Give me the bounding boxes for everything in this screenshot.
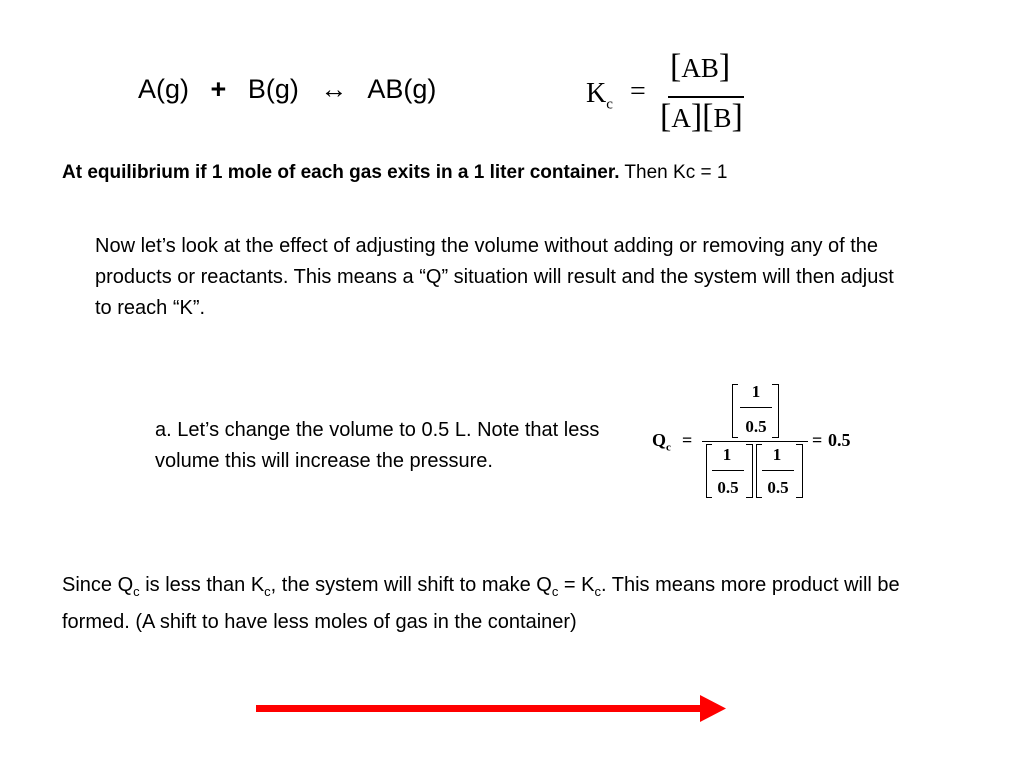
den-a-top: 1 [722,445,732,464]
num-left-bracket-bottom [732,437,738,438]
right-arrow-icon [256,694,728,724]
qc-expression [650,382,870,502]
den-a-bottom: 0.5 [717,478,739,497]
den-a-right-top [746,444,752,445]
kc-subscript: c [606,96,613,113]
den-a-left-top [706,444,712,445]
den-b-right-bracket [802,444,803,498]
den-a-inner-bar [712,470,744,471]
equilibrium-bold: At equilibrium if 1 mole of each gas exits in a 1 liter container. [62,162,620,183]
den-b-left-top [756,444,762,445]
reactant-b: B(g) [247,74,299,104]
reaction-equation [138,74,436,105]
product: AB(g) [367,74,437,104]
step-a-text: a. Let’s change the volume to 0.5 L. Note that less volume this will increase the pressure. [155,419,600,472]
kc-numerator: [AB] [670,48,731,85]
kc-denominator: [A][B] [660,98,743,135]
den-b-right-bottom [796,497,802,498]
den-b-left-bracket [756,444,757,498]
qc-equals: = [682,430,693,450]
plus-sign: + [210,74,227,104]
num-right-bracket-top [772,384,778,385]
num-bottom: 0.5 [745,417,767,436]
den-b-inner-bar [762,470,794,471]
qc-result: 0.5 [828,430,851,450]
volume-paragraph: Now let’s look at the effect of adjusting the volume without adding or removing any of the products or reactants. This means a “Q” situation will result and the system will then adjust to reach “K”. [95,235,894,319]
num-right-bracket-bottom [772,437,778,438]
num-right-bracket [778,384,779,438]
reactant-a: A(g) [138,74,190,104]
equilibrium-statement [62,162,727,184]
den-b-right-top [796,444,802,445]
kc-expression [586,50,756,140]
den-b-top: 1 [772,445,782,464]
qc-result-equals: = [812,430,823,450]
den-a-right-bottom [746,497,752,498]
den-a-right-bracket [752,444,753,498]
num-left-bracket-top [732,384,738,385]
den-a-left-bracket [706,444,707,498]
qc-symbol: $Q_c$ [652,430,671,454]
equilibrium-arrow: ↔ [320,74,348,104]
conclusion-paragraph: Since $Q_c$ is less than $K_c$, the system will shift to make $Q_c = K_c$. This means more product will be formed. (A shift to have less moles of gas in the container) [62,574,900,633]
den-b-bottom: 0.5 [767,478,789,497]
equilibrium-plain: Then Kc = 1 [619,162,728,183]
qc-subscript: c [666,441,671,454]
num-left-bracket [732,384,733,438]
qc-fraction-bar [702,441,808,442]
num-top: 1 [751,382,761,401]
num-inner-bar [740,407,772,408]
kc-equals: = [630,76,646,107]
kc-symbol: $K_c$ [586,78,613,113]
